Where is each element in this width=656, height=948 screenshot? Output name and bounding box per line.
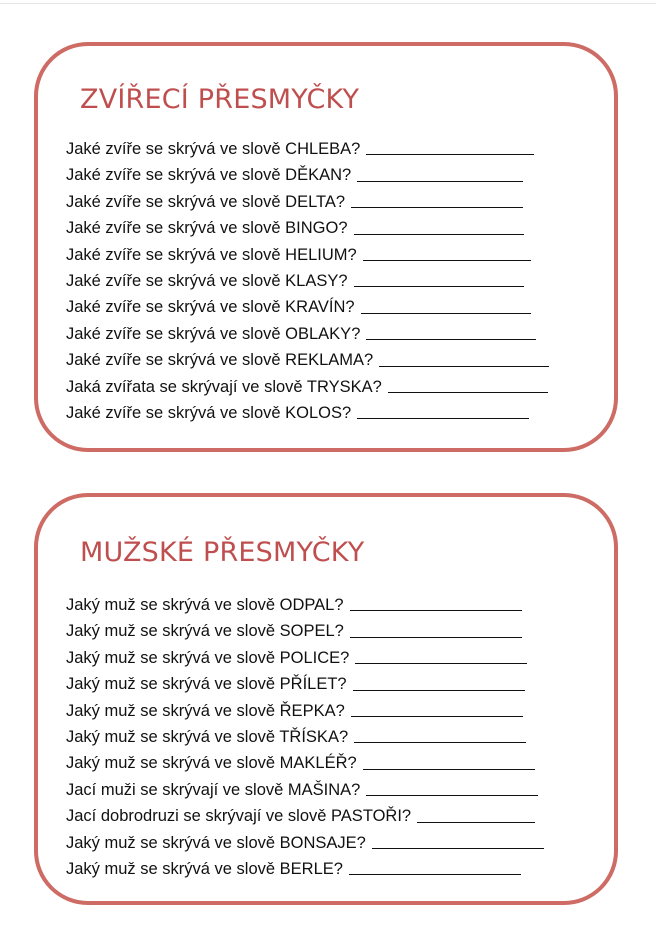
men-question-text: Jaký muž se skrývá ve slově PŘÍLET? [66,675,347,694]
animal-question-text: Jaké zvíře se skrývá ve slově DELTA? [66,192,346,211]
answer-blank[interactable] [354,234,524,235]
men-question-row [66,698,544,724]
animal-question-text: Jaké zvíře se skrývá ve slově CHLEBA? [66,139,361,158]
men-question-list [66,592,544,882]
men-question-row [66,856,544,882]
answer-blank[interactable] [379,366,549,367]
men-question-row [66,777,544,803]
men-question-text: Jaký muž se skrývá ve slově POLICE? [66,648,350,667]
men-question-text: Jaký muž se skrývá ve slově ODPAL? [66,595,344,614]
animal-question-text: Jaké zvíře se skrývá ve slově BINGO? [66,219,348,238]
page-top-rule [0,3,656,4]
answer-blank[interactable] [372,848,544,849]
answer-blank[interactable] [350,637,522,638]
animal-question-text: Jaké zvíře se skrývá ve slově KLASY? [66,271,348,290]
animal-question-text: Jaké zvíře se skrývá ve slově HELIUM? [66,245,357,264]
animal-question-row [66,189,549,215]
men-puzzle-card [34,493,618,905]
animal-question-list [66,136,549,426]
answer-blank[interactable] [354,742,526,743]
answer-blank[interactable] [357,181,523,182]
men-question-text: Jaký muž se skrývá ve slově TŘÍSKA? [66,727,349,746]
men-question-row [66,750,544,776]
answer-blank[interactable] [351,207,523,208]
men-question-row [66,618,544,644]
animal-question-row [66,215,549,241]
animal-question-row [66,242,549,268]
answer-blank[interactable] [355,663,527,664]
men-question-text: Jaký muž se skrývá ve slově ŘEPKA? [66,701,345,720]
answer-blank[interactable] [350,610,522,611]
men-question-row [66,592,544,618]
answer-blank[interactable] [366,154,534,155]
men-question-row [66,803,544,829]
animal-puzzle-title: ZVÍŘECÍ PŘESMYČKY [80,84,360,115]
men-question-text: Jaký muž se skrývá ve slově BERLE? [66,859,343,878]
answer-blank[interactable] [417,822,535,823]
animal-question-row [66,321,549,347]
men-question-row [66,645,544,671]
answer-blank[interactable] [353,690,525,691]
answer-blank[interactable] [357,418,529,419]
answer-blank[interactable] [363,769,535,770]
men-question-text: Jací muži se skrývají ve slově MAŠINA? [66,780,361,799]
animal-question-row [66,294,549,320]
men-question-row [66,724,544,750]
men-question-text: Jaký muž se skrývá ve slově MAKLÉŘ? [66,754,357,773]
animal-question-row [66,162,549,188]
answer-blank[interactable] [388,392,548,393]
men-question-row [66,671,544,697]
animal-question-row [66,136,549,162]
animal-question-row [66,400,549,426]
men-puzzle-title: MUŽSKÉ PŘESMYČKY [80,537,365,568]
animal-question-text: Jaké zvíře se skrývá ve slově OBLAKY? [66,324,361,343]
answer-blank[interactable] [366,795,538,796]
animal-question-text: Jaké zvíře se skrývá ve slově REKLAMA? [66,351,374,370]
animal-question-text: Jaké zvíře se skrývá ve slově DĚKAN? [66,166,352,185]
animal-question-row [66,347,549,373]
answer-blank[interactable] [366,339,536,340]
men-question-text: Jaký muž se skrývá ve slově BONSAJE? [66,833,366,852]
animal-question-row [66,268,549,294]
men-question-text: Jací dobrodruzi se skrývají ve slově PASTOŘI? [66,807,412,826]
men-question-text: Jaký muž se skrývá ve slově SOPEL? [66,622,344,641]
animal-puzzle-card [34,42,618,452]
answer-blank[interactable] [361,313,531,314]
men-question-row [66,830,544,856]
animal-question-text: Jaká zvířata se skrývají ve slově TRYSKA? [66,377,382,396]
answer-blank[interactable] [349,874,521,875]
animal-question-text: Jaké zvíře se skrývá ve slově KOLOS? [66,403,352,422]
animal-question-row [66,374,549,400]
animal-question-text: Jaké zvíře se skrývá ve slově KRAVÍN? [66,298,355,317]
answer-blank[interactable] [354,286,524,287]
answer-blank[interactable] [363,260,531,261]
answer-blank[interactable] [351,716,523,717]
